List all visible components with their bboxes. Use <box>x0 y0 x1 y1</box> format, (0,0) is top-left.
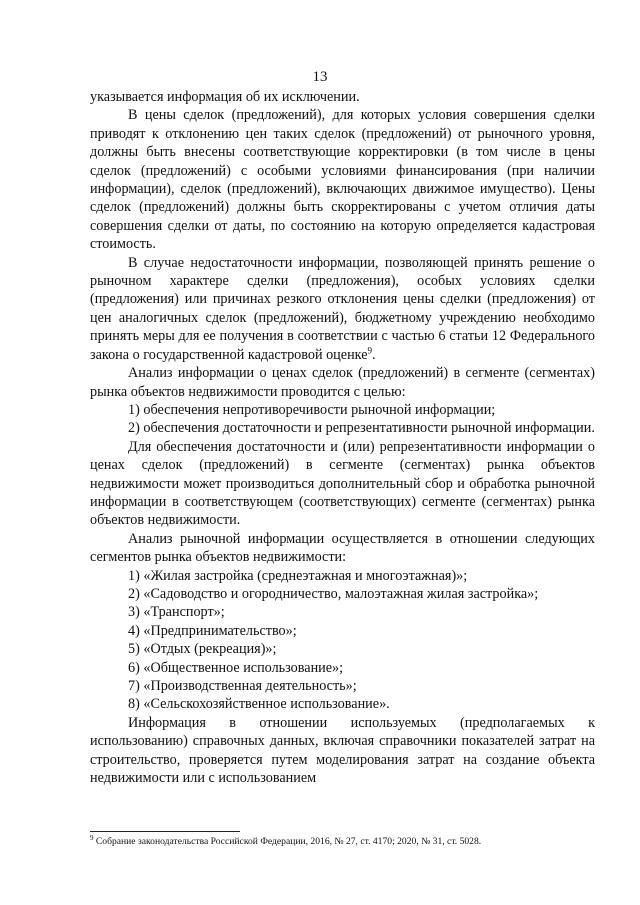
page-number: 13 <box>312 69 328 85</box>
document-body <box>90 88 595 787</box>
list-item: 6) «Общественное использование»; <box>128 659 344 676</box>
list-item: 3) «Транспорт»; <box>128 604 225 621</box>
list-item: 4) «Предпринимательство»; <box>128 622 297 639</box>
footnote-mark: 9 <box>90 833 94 842</box>
list-item: 2) обеспечения достаточности и репрезентативности рыночной информации. <box>128 420 595 437</box>
footnote <box>90 833 595 848</box>
list-item: 2) «Садоводство и огородничество, малоэтажная жилая застройка»; <box>128 585 539 602</box>
list-item: 1) «Жилая застройка (среднеэтажная и многоэтажная)»; <box>128 567 468 584</box>
list-item: 5) «Отдых (рекреация)»; <box>128 641 277 658</box>
paragraph <box>90 254 595 364</box>
list-item: 7) «Производственная деятельность»; <box>128 678 357 694</box>
paragraph: Анализ информации о ценах сделок (предложений) в сегменте (сегментах) рынка объектов недвижимости проводится с целью: <box>90 365 595 400</box>
paragraph: Информация в отношении используемых (предполагаемых к использованию) справочных данных, включая справочники показателей затрат на строительство, проверяется путем моделирования затрат на создание объекта недвижимости или с использованием <box>90 714 595 787</box>
paragraph: Анализ рыночной информации осуществляется в отношении следующих сегментов рынка объектов недвижимости: <box>90 530 595 566</box>
footnote-text: Собрание законодательства Российской Федерации, 2016, № 27, ст. 4170; 2020, № 31, ст. 5028. <box>93 836 482 847</box>
paragraph-end: . <box>372 346 376 363</box>
paragraph: Для обеспечения достаточности и (или) репрезентативности информации о ценах сделок (предложений) в сегменте (сегментах) рынка объектов недвижимости может производиться дополнительный сбор и обработка рыночной информации в соответствующем (соответствующих) сегменте (сегментах) рынка объектов недвижимости. <box>90 438 595 529</box>
footnote-divider <box>90 831 240 832</box>
paragraph: В цены сделок (предложений), для которых условия совершения сделки приводят к отклонению цен таких сделок (предложений) от рыночного уровня, должны быть внесены соответствующие корректировки (в том числе в цены сделок (предложений) с особыми условиями финансирования (при наличии информации), сделок (предложений), включающих движимое имущество). Цены сделок (предложений) должны быть скорректированы с учетом отличия даты совершения сделки от даты, по состоянию на которую определяется кадастровая стоимость. <box>90 107 595 253</box>
list-item: 1) обеспечения непротиворечивости рыночной информации; <box>128 401 496 418</box>
footnote-reference: 9 <box>367 344 372 355</box>
paragraph: указывается информация об их исключении. <box>90 89 360 105</box>
list-item: 8) «Сельскохозяйственное использование». <box>128 696 390 713</box>
paragraph-text: В случае недостаточности информации, позволяющей принять решение о рыночном характере сделки (предложения), особых условиях сделки (предложения) или причинах резкого отклонения цены сделки (предложения) от цен аналогичных сделок (предложений), бюджетному учреждению необходимо принять меры для ее получения в соответствии с частью 6 статьи 12 Федерального закона о государственной кадастровой оценке <box>90 254 595 363</box>
